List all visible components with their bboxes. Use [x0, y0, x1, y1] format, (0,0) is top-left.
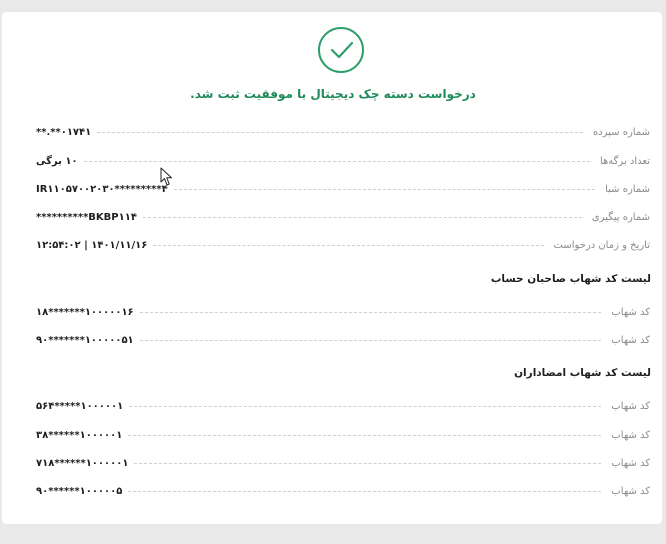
signers-section-title: لیست کد شهاب امضاداران	[514, 367, 651, 379]
shahab-value: ۱۰۰۰۰۰۱*****۵۶۴	[36, 400, 124, 412]
shahab-label: کد شهاب	[611, 485, 650, 497]
shahab-label: کد شهاب	[611, 457, 650, 469]
detail-value: BKBP۱۱۴**********	[36, 211, 137, 223]
detail-label: شماره سپرده	[592, 126, 650, 138]
detail-row-iban	[36, 181, 650, 197]
detail-row-sheet-count	[36, 153, 650, 169]
owners-section-title: لیست کد شهاب صاحبان حساب	[490, 273, 651, 285]
owner-shahab-row	[36, 304, 650, 320]
dotted-leader	[134, 463, 601, 464]
signer-shahab-row	[36, 455, 650, 471]
detail-row-tracking	[36, 209, 650, 225]
mouse-cursor-icon	[160, 167, 174, 187]
shahab-value: ۱۰۰۰۰۰۱******۳۸	[36, 429, 123, 441]
detail-value: ۱۴۰۱/۱۱/۱۶ | ۱۲:۵۴:۰۲	[36, 239, 148, 251]
check-icon	[329, 39, 355, 61]
shahab-value: ۱۰۰۰۰۰۵۱*******۹۰	[36, 334, 134, 346]
owner-shahab-row	[36, 332, 650, 348]
dotted-leader	[129, 406, 601, 407]
shahab-value: ۱۰۰۰۰۰۵******۹۰	[36, 485, 123, 497]
signer-shahab-row	[36, 483, 650, 499]
shahab-value: ۱۰۰۰۰۰۱******۷۱۸	[36, 457, 129, 469]
dotted-leader	[128, 491, 601, 492]
detail-value: ۰۱۷۴۱**.**	[36, 126, 92, 138]
detail-row-deposit	[36, 124, 650, 140]
dotted-leader	[153, 245, 543, 246]
dotted-leader	[174, 189, 595, 190]
signer-shahab-row	[36, 398, 650, 414]
dotted-leader	[128, 435, 601, 436]
shahab-label: کد شهاب	[611, 400, 650, 412]
success-badge	[318, 27, 364, 73]
signer-shahab-row	[36, 427, 650, 443]
shahab-label: کد شهاب	[611, 334, 650, 346]
dotted-leader	[143, 217, 582, 218]
detail-row-datetime	[36, 237, 650, 253]
shahab-label: کد شهاب	[611, 306, 650, 318]
dotted-leader	[84, 161, 590, 162]
detail-label: تاریخ و زمان درخواست	[553, 239, 650, 251]
shahab-value: ۱۰۰۰۰۰۱۶*******۱۸	[36, 306, 134, 318]
dotted-leader	[140, 340, 602, 341]
shahab-label: کد شهاب	[611, 429, 650, 441]
dotted-leader	[97, 132, 583, 133]
detail-value: ۱۰ برگی	[36, 155, 78, 167]
dotted-leader	[140, 312, 602, 313]
detail-label: شماره شبا	[605, 183, 650, 195]
success-message: درخواست دسته چک دیجیتال با موفقیت ثبت شد.	[190, 87, 476, 101]
detail-label: تعداد برگه‌ها	[599, 155, 650, 167]
detail-label: شماره پیگیری	[591, 211, 650, 223]
detail-value: IR۱۱۰۵۷۰۰۲۰۳۰*********۴	[36, 183, 168, 195]
